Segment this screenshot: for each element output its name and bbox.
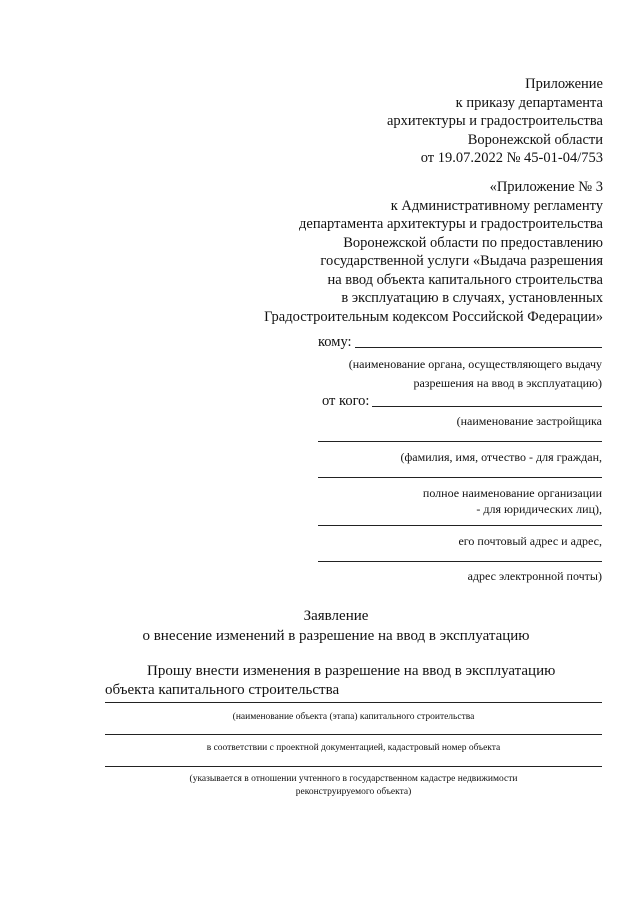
appendix-line: к приказу департамента bbox=[455, 94, 603, 111]
reglament-line: «Приложение № 3 bbox=[489, 179, 603, 195]
appendix-line: Воронежской области bbox=[467, 131, 603, 148]
to-caption-1: (наименование органа, осуществляющего выдачу bbox=[348, 357, 602, 371]
reglament-header bbox=[264, 178, 603, 326]
statement-title: Заявление bbox=[303, 608, 369, 624]
from-caption-6: адрес электронной почты) bbox=[467, 569, 602, 583]
from-caption-3: полное наименование организации bbox=[422, 486, 602, 500]
reglament-line: к Административному регламенту bbox=[390, 197, 603, 214]
to-label: кому: bbox=[318, 334, 352, 350]
from-label: от кого: bbox=[322, 393, 370, 409]
project-doc-caption: в соответствии с проектной документацией, кадастровый номер объекта bbox=[206, 743, 501, 753]
from-blank-line-5[interactable] bbox=[318, 561, 602, 562]
object-name-blank-line[interactable] bbox=[105, 702, 602, 703]
reglament-line: департамента архитектуры и градостроительства bbox=[299, 216, 603, 232]
reglament-line: государственной услуги «Выдача разрешения bbox=[320, 253, 603, 269]
project-doc-blank-line[interactable] bbox=[105, 734, 602, 735]
reglament-line: Воронежской области по предоставлению bbox=[343, 234, 603, 251]
statement-body-line-1: Прошу внести изменения в разрешение на ввод в эксплуатацию bbox=[147, 663, 556, 679]
cadastral-caption-1: (указывается в отношении учтенного в государственном кадастре недвижимости bbox=[189, 774, 518, 784]
from-blank-line-2[interactable] bbox=[318, 441, 602, 442]
from-field[interactable] bbox=[322, 392, 602, 410]
appendix-line: от 19.07.2022 № 45-01-04/753 bbox=[420, 150, 603, 166]
to-field[interactable] bbox=[318, 333, 602, 351]
object-name-caption: (наименование объекта (этапа) капитального строительства bbox=[232, 712, 475, 722]
appendix-line: Приложение bbox=[525, 76, 603, 92]
from-blank-line-4[interactable] bbox=[318, 525, 602, 526]
from-caption-1: (наименование застройщика bbox=[456, 414, 602, 428]
reglament-line: на ввод объекта капитального строительства bbox=[327, 271, 603, 288]
statement-subtitle: о внесение изменений в разрешение на ввод в эксплуатацию bbox=[142, 628, 530, 644]
from-caption-4: - для юридических лиц), bbox=[476, 502, 602, 516]
reglament-line: в эксплуатацию в случаях, установленных bbox=[341, 290, 603, 306]
cadastral-caption-2: реконструируемого объекта) bbox=[295, 787, 412, 797]
to-caption-2: разрешения на ввод в эксплуатацию) bbox=[413, 376, 602, 390]
appendix-line: архитектуры и градостроительства bbox=[386, 113, 603, 129]
cadastral-blank-line[interactable] bbox=[105, 766, 602, 767]
from-blank-line-3[interactable] bbox=[318, 477, 602, 478]
appendix-header bbox=[387, 75, 603, 168]
reglament-line: Градостроительным кодексом Российской Федерации» bbox=[264, 308, 603, 325]
from-caption-2: (фамилия, имя, отчество - для граждан, bbox=[400, 450, 602, 464]
from-caption-5: его почтовый адрес и адрес, bbox=[458, 534, 602, 548]
to-blank-line[interactable] bbox=[355, 347, 602, 348]
statement-body-line-2: объекта капитального строительства bbox=[105, 682, 340, 698]
from-blank-line[interactable] bbox=[372, 406, 602, 407]
